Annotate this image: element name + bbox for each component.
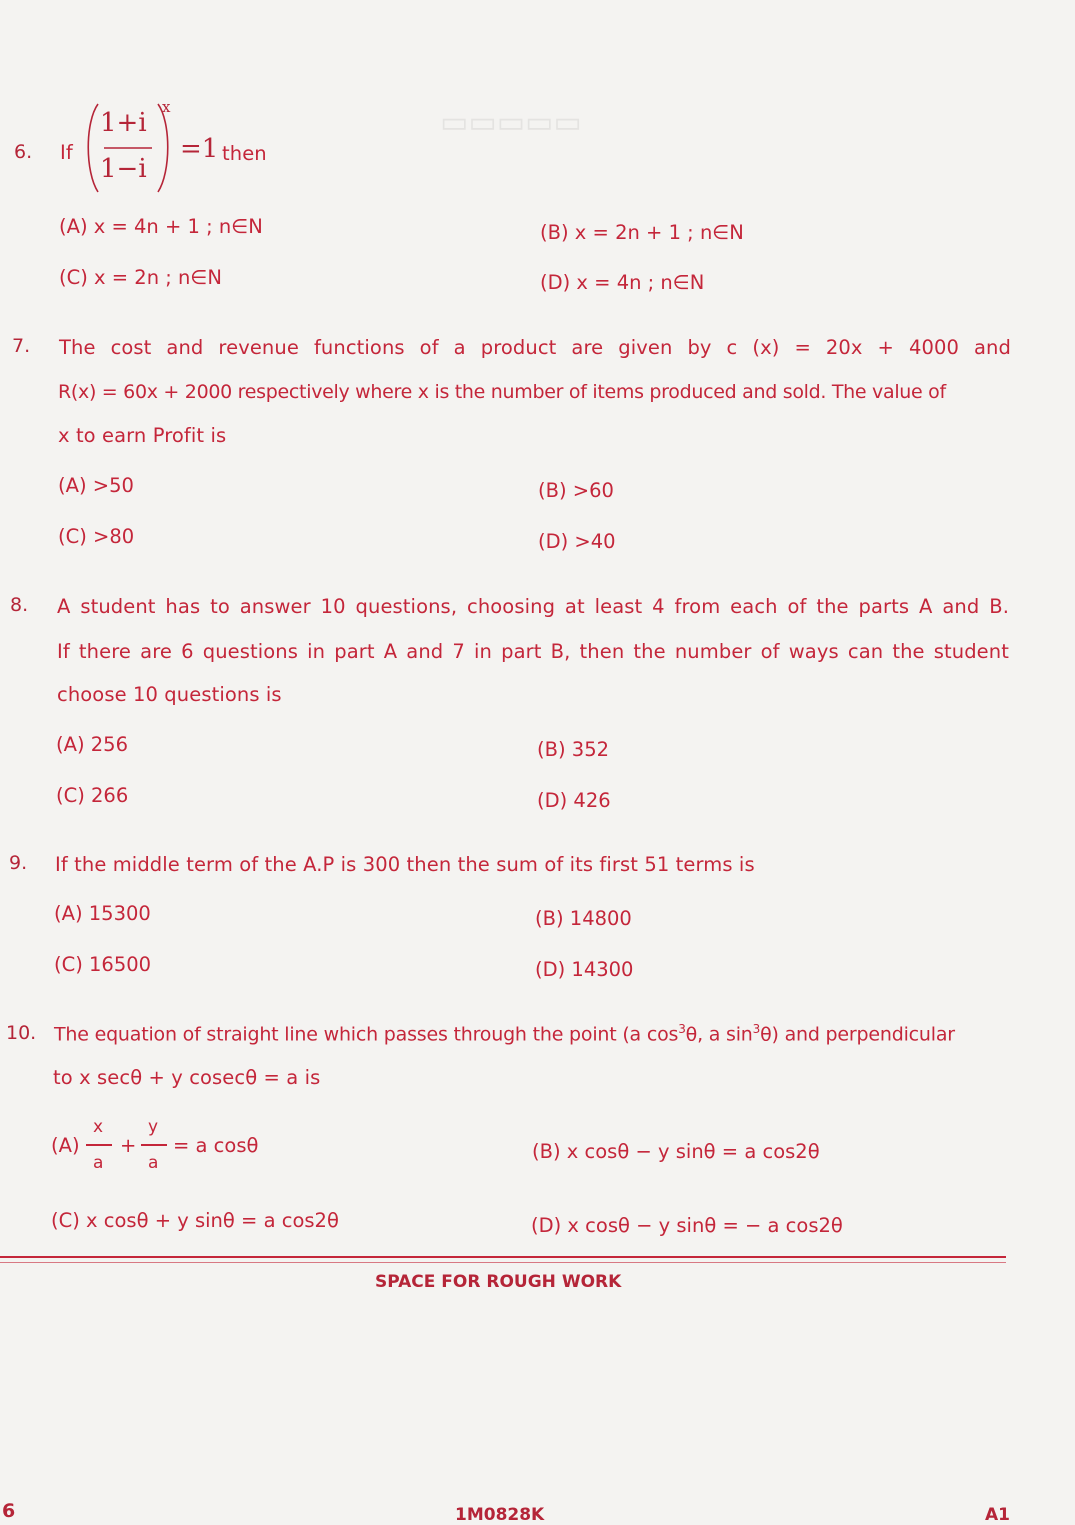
option-c: (C) x cosθ + y sinθ = a cos2θ	[51, 1209, 339, 1232]
option-c: (C) 16500	[54, 953, 152, 976]
fraction-numerator-x: x	[93, 1117, 104, 1137]
page-number: 6	[2, 1500, 16, 1522]
option-d: (D) x cosθ − y sinθ = − a cos2θ	[531, 1214, 843, 1237]
option-d: (D) 426	[537, 789, 611, 812]
question-line-1: If the middle term of the A.P is 300 then the sum of its first 51 terms is	[55, 853, 755, 876]
fraction-denominator-a: a	[148, 1153, 159, 1173]
option-a: (A) >50	[58, 474, 134, 497]
option-a: (A) x = 4n + 1 ; n∈N	[59, 215, 263, 238]
option-b: (B) 14800	[535, 907, 632, 930]
question-number: 8.	[10, 594, 29, 616]
option-a-rhs: = a cosθ	[173, 1134, 259, 1157]
option-c: (C) x = 2n ; n∈N	[59, 266, 222, 289]
fraction-bar	[86, 1144, 112, 1146]
option-c: (C) >80	[58, 525, 135, 548]
question-line-2: If there are 6 questions in part A and 7 in part B, then the number of ways can the student	[57, 640, 1009, 663]
fraction-denominator-a: a	[93, 1153, 104, 1173]
option-b: (B) x = 2n + 1 ; n∈N	[540, 221, 744, 244]
option-d: (D) >40	[538, 530, 616, 553]
fraction-bar	[141, 1144, 167, 1146]
series-code: A1	[985, 1505, 1010, 1525]
question-line-2: to x secθ + y cosecθ = a is	[53, 1066, 321, 1089]
option-b: (B) 352	[537, 738, 610, 761]
question-number: 9.	[9, 852, 28, 874]
exponent: x	[162, 98, 171, 116]
rough-work-heading: SPACE FOR ROUGH WORK	[375, 1272, 622, 1292]
question-number: 7.	[12, 335, 31, 357]
divider-line	[0, 1256, 1006, 1258]
question-line-1: The cost and revenue functions of a product are given by c (x) = 20x + 4000 and	[59, 336, 1011, 359]
superscript-3: 3	[678, 1022, 686, 1036]
option-a: (A) 256	[56, 733, 128, 756]
question-text: If	[60, 141, 73, 164]
equals-one: =1	[180, 134, 219, 164]
question-number: 10.	[6, 1022, 37, 1044]
divider-line-secondary	[0, 1262, 1006, 1263]
fraction-numerator: 1+i	[100, 108, 147, 138]
question-line-2: R(x) = 60x + 2000 respectively where x is the number of items produced and sold. The value of	[58, 381, 946, 403]
fraction-numerator-y: y	[148, 1117, 159, 1137]
question-line-3: x to earn Profit is	[58, 424, 227, 447]
paper-code: 1M0828K	[455, 1505, 545, 1525]
option-a: (A) 15300	[54, 902, 151, 925]
fraction-denominator: 1−i	[100, 154, 147, 184]
option-a-label: (A)	[51, 1134, 80, 1157]
question-line-3: choose 10 questions is	[57, 683, 282, 706]
option-b: (B) >60	[538, 479, 614, 502]
bleed-through-heading: ▭▭▭▭▭	[440, 105, 582, 140]
superscript-3: 3	[752, 1022, 761, 1036]
option-d: (D) 14300	[535, 958, 634, 981]
question-number: 6.	[14, 141, 33, 163]
option-c: (C) 266	[56, 784, 129, 807]
option-d: (D) x = 4n ; n∈N	[540, 271, 705, 294]
plus-sign: +	[120, 1134, 137, 1157]
question-line-1: The equation of straight line which passes through the point (a $\cos^3\theta$, a $\sin^3\theta$) and perpendicular	[54, 1022, 955, 1046]
option-b: (B) x cosθ − y sinθ = a cos2θ	[532, 1140, 820, 1163]
question-line-1: A student has to answer 10 questions, choosing at least 4 from each of the parts A and B.	[57, 595, 1009, 618]
question-text-then: then	[222, 142, 267, 165]
